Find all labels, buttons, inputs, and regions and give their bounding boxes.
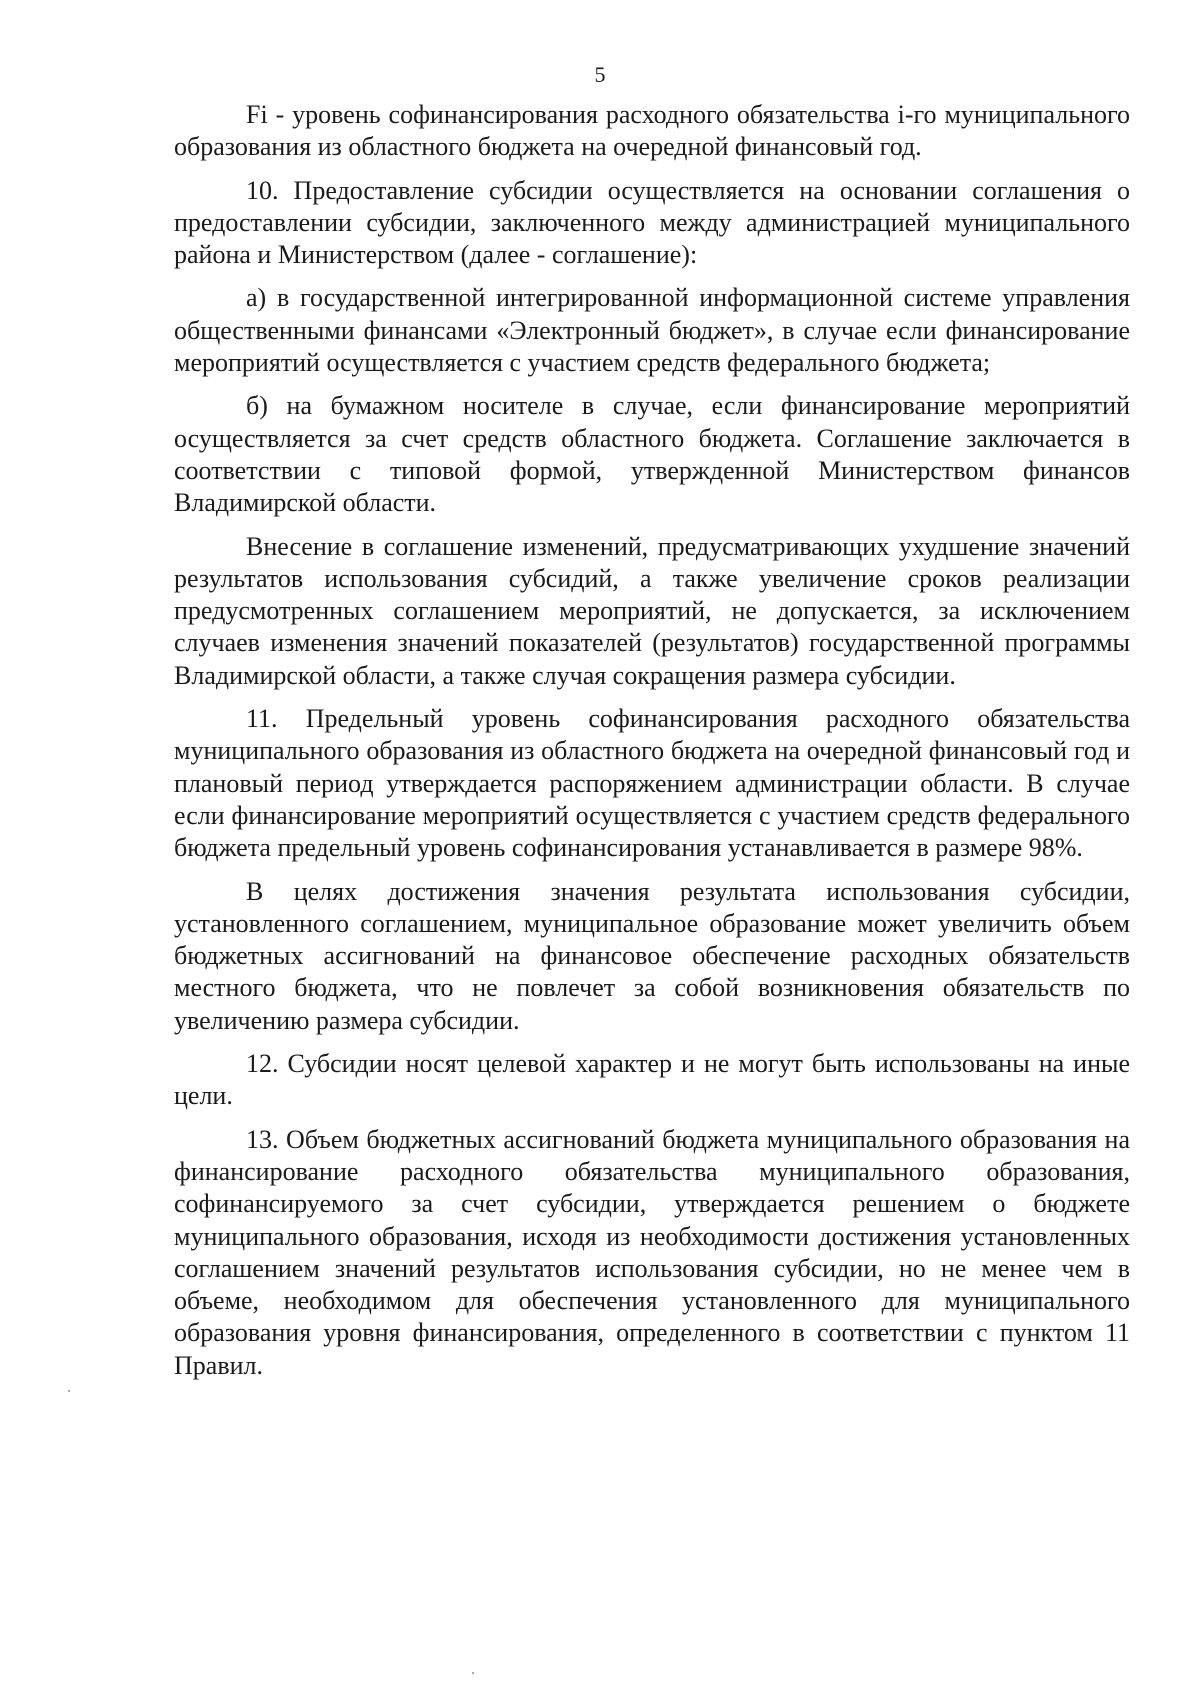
paragraph-clause-10: 10. Предоставление субсидии осуществляется на основании соглашения о предоставлении субсидии, заключенного между администрацией муниципального района и Министерством (далее - соглашение): <box>174 175 1130 270</box>
paragraph-fi-definition: Fi - уровень софинансирования расходного обязательства i-го муниципального образования из областного бюджета на очередной финансовый год. <box>174 100 1130 162</box>
paragraph-amendments: Внесение в соглашение изменений, предусматривающих ухудшение значений результатов использования субсидий, а также увеличение сроков реализации предусмотренных соглашением мероприятий, не допускается, за исключением случаев изменения значений показателей (результатов) государственной программы Владимирской области, а также случая сокращения размера субсидии. <box>174 531 1130 690</box>
page-number: 5 <box>594 62 606 87</box>
paragraph-clause-11: 11. Предельный уровень софинансирования расходного обязательства муниципального образования из областного бюджета на очередной финансовый год и плановый период утверждается распоряжением администрации области. В случае если финансирование мероприятий осуществляется с участием средств федерального бюджета предельный уровень софинансирования устанавливается в размере 98%. <box>174 704 1130 863</box>
scan-speck <box>472 1672 474 1674</box>
paragraph-clause-10b: б) на бумажном носителе в случае, если финансирование мероприятий осуществляется за счет средств областного бюджета. Соглашение заключается в соответствии с типовой формой, утвержденной Министерством финансов Владимирской области. <box>174 391 1130 518</box>
paragraph-clause-13: 13. Объем бюджетных ассигнований бюджета муниципального образования на финансирование расходного обязательства муниципального образования, софинансируемого за счет субсидии, утверждается решением о бюджете муниципального образования, исходя из необходимости достижения установленных соглашением значений результатов использования субсидии, но не менее чем в объеме, необходимом для обеспечения установленного для муниципального образования уровня финансирования, определенного в соответствии с пунктом 11 Правил. <box>174 1124 1130 1380</box>
document-body <box>174 99 1130 1382</box>
scan-speck <box>68 1390 70 1392</box>
paragraph-result-achievement: В целях достижения значения результата использования субсидии, установленного соглашением, муниципальное образование может увеличить объем бюджетных ассигнований на финансовое обеспечение расходных обязательств местного бюджета, что не повлечет за собой возникновения обязательств по увеличению размера субсидии. <box>174 876 1130 1035</box>
paragraph-clause-12: 12. Субсидии носят целевой характер и не могут быть использованы на иные цели. <box>174 1049 1130 1111</box>
paragraph-clause-10a: а) в государственной интегрированной информационной системе управления общественными финансами «Электронный бюджет», в случае если финансирование мероприятий осуществляется с участием средств федерального бюджета; <box>174 283 1130 378</box>
